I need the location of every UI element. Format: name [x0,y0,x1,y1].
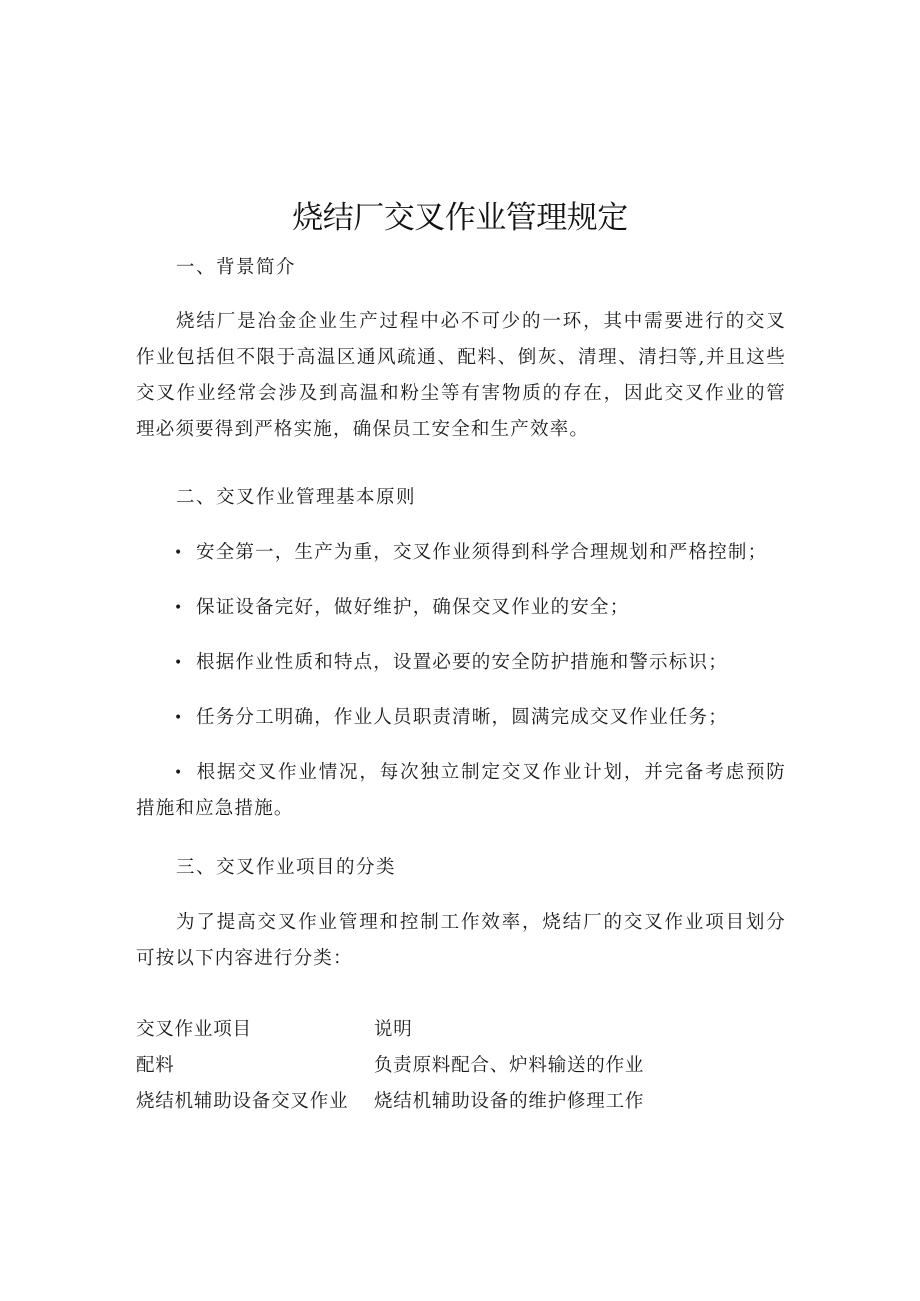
table-cell: 烧结机辅助设备的维护修理工作 [374,1091,645,1112]
section-heading-principles: 二、交叉作业管理基本原则 [176,487,417,508]
table-cell: 配料 [136,1055,175,1076]
section-heading-background: 一、背景简介 [176,257,297,278]
document-title: 烧结厂交叉作业管理规定 [292,200,628,236]
bullet-icon: • [174,710,184,726]
principle-text: 任务分工明确，作业人员职责清晰，圆满完成交叉作业任务； [196,707,728,728]
principle-item [136,755,786,827]
principle-item [174,645,728,681]
bullet-icon: • [174,545,184,561]
bullet-icon: • [174,600,184,616]
principle-item [174,535,767,571]
table-header-cell: 说明 [374,1019,413,1040]
principle-text: 保证设备完好，做好维护，确保交叉作业的安全； [196,597,630,618]
table-cell: 负责原料配合、炉料输送的作业 [374,1055,645,1076]
principle-text: 安全第一，生产为重，交叉作业须得到科学合理规划和严格控制； [196,542,768,563]
principle-item [174,700,728,736]
principle-text: 根据作业性质和特点，设置必要的安全防护措施和警示标识； [196,652,728,673]
principle-text: 根据交叉作业情况，每次独立制定交叉作业计划，并完备考虑预防措施和应急措施。 [136,762,786,819]
bullet-icon: • [174,765,184,781]
table-cell: 烧结机辅助设备交叉作业 [136,1091,349,1112]
table-header-cell: 交叉作业项目 [136,1019,252,1040]
section-heading-classification: 三、交叉作业项目的分类 [176,857,397,878]
background-paragraph: 烧结厂是冶金企业生产过程中必不可少的一环，其中需要进行的交叉作业包括但不限于高温区通风疏通、配料、倒灰、清理、清扫等,并且这些交叉作业经常会涉及到高温和粉尘等有害物质的存在，因此交叉作业的管理必须要得到严格实施，确保员工安全和生产效率。 [136,311,786,440]
bullet-icon: • [174,655,184,671]
classification-paragraph: 为了提高交叉作业管理和控制工作效率，烧结厂的交叉作业项目划分可按以下内容进行分类： [136,912,786,969]
principle-item [174,590,629,626]
